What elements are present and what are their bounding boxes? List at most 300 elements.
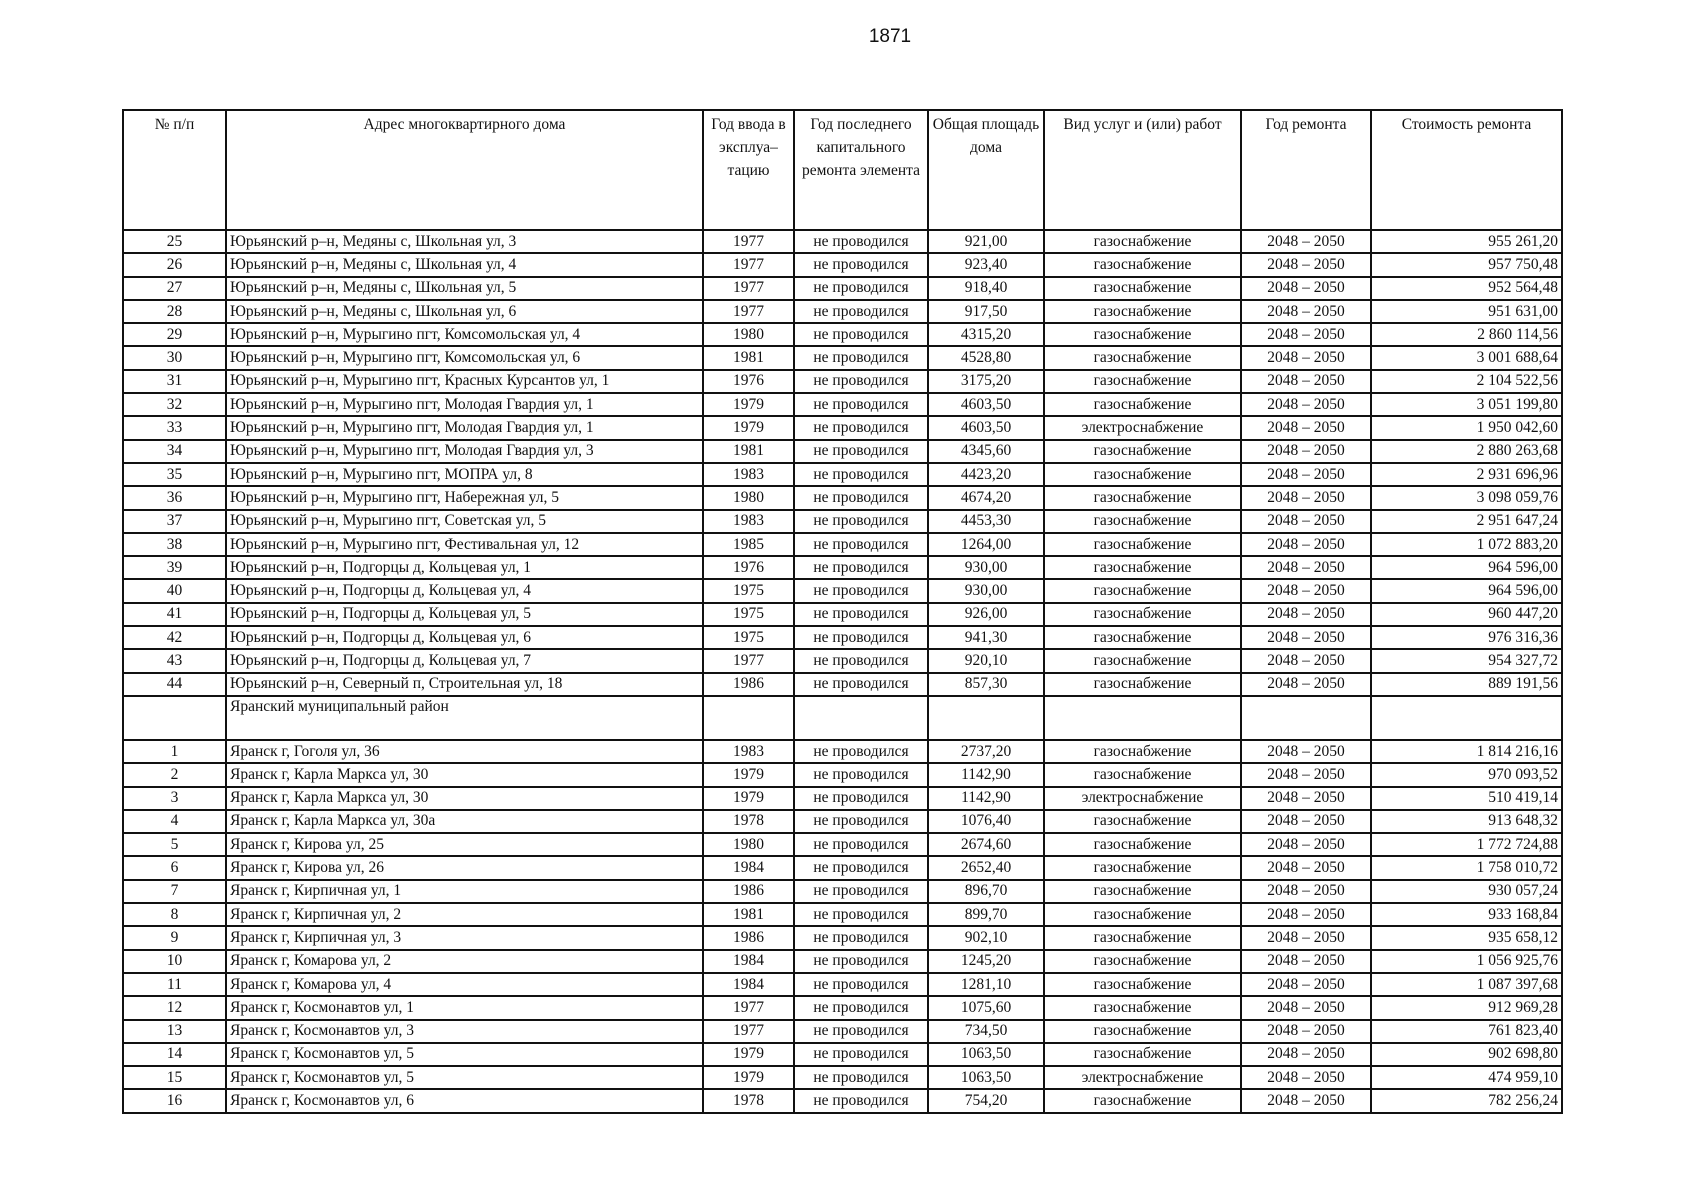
table-row: [123, 926, 1562, 949]
row-year-built: 1980: [703, 323, 794, 346]
row-number: 9: [123, 926, 226, 949]
table-row: [123, 370, 1562, 393]
row-last-repair: не проводился: [794, 649, 928, 672]
row-number: 1: [123, 740, 226, 763]
header-cost: Стоимость ремонта: [1371, 110, 1562, 230]
row-repair-years: 2048 – 2050: [1241, 926, 1371, 949]
row-address: Юрьянский р–н, Подгорцы д, Кольцевая ул, 7: [226, 649, 703, 672]
row-last-repair: не проводился: [794, 626, 928, 649]
header-year-built: Год ввода в эксплуа–тацию: [703, 110, 794, 230]
row-cost: 2 860 114,56: [1371, 323, 1562, 346]
header-service: Вид услуг и (или) работ: [1044, 110, 1241, 230]
row-area: 1063,50: [928, 1066, 1044, 1089]
row-number: 42: [123, 626, 226, 649]
row-repair-years: 2048 – 2050: [1241, 626, 1371, 649]
row-repair-years: 2048 – 2050: [1241, 950, 1371, 973]
table-row: [123, 649, 1562, 672]
section-title: Яранский муниципальный район: [226, 696, 703, 740]
row-repair-years: 2048 – 2050: [1241, 649, 1371, 672]
section-empty-cell: [928, 696, 1044, 740]
table-row: [123, 277, 1562, 300]
row-address: Юрьянский р–н, Мурыгино пгт, Набережная ул, 5: [226, 486, 703, 509]
row-repair-years: 2048 – 2050: [1241, 1066, 1371, 1089]
row-last-repair: не проводился: [794, 603, 928, 626]
row-area: 930,00: [928, 579, 1044, 602]
row-year-built: 1979: [703, 393, 794, 416]
row-last-repair: не проводился: [794, 463, 928, 486]
table-row: [123, 880, 1562, 903]
row-address: Юрьянский р–н, Подгорцы д, Кольцевая ул, 6: [226, 626, 703, 649]
row-address: Юрьянский р–н, Подгорцы д, Кольцевая ул, 5: [226, 603, 703, 626]
table-row: [123, 323, 1562, 346]
row-address: Яранск г, Космонавтов ул, 1: [226, 996, 703, 1019]
row-service: электроснабжение: [1044, 416, 1241, 439]
row-repair-years: 2048 – 2050: [1241, 1043, 1371, 1066]
row-area: 2674,60: [928, 833, 1044, 856]
row-last-repair: не проводился: [794, 370, 928, 393]
row-year-built: 1979: [703, 416, 794, 439]
row-number: 29: [123, 323, 226, 346]
row-cost: 3 098 059,76: [1371, 486, 1562, 509]
section-empty-cell: [703, 696, 794, 740]
row-address: Яранск г, Космонавтов ул, 5: [226, 1066, 703, 1089]
row-number: 36: [123, 486, 226, 509]
row-year-built: 1981: [703, 440, 794, 463]
row-service: газоснабжение: [1044, 556, 1241, 579]
row-area: 4674,20: [928, 486, 1044, 509]
table-row: [123, 440, 1562, 463]
row-address: Яранск г, Космонавтов ул, 5: [226, 1043, 703, 1066]
row-service: газоснабжение: [1044, 833, 1241, 856]
row-number: 41: [123, 603, 226, 626]
table-row: [123, 253, 1562, 276]
row-address: Юрьянский р–н, Подгорцы д, Кольцевая ул, 1: [226, 556, 703, 579]
row-number: 11: [123, 973, 226, 996]
row-cost: 889 191,56: [1371, 673, 1562, 696]
row-repair-years: 2048 – 2050: [1241, 856, 1371, 879]
row-number: 2: [123, 763, 226, 786]
row-service: газоснабжение: [1044, 880, 1241, 903]
row-year-built: 1975: [703, 579, 794, 602]
row-area: 1076,40: [928, 810, 1044, 833]
row-cost: 1 056 925,76: [1371, 950, 1562, 973]
row-number: 38: [123, 533, 226, 556]
row-cost: 913 648,32: [1371, 810, 1562, 833]
row-address: Юрьянский р–н, Медяны с, Школьная ул, 4: [226, 253, 703, 276]
row-number: 7: [123, 880, 226, 903]
row-service: газоснабжение: [1044, 1020, 1241, 1043]
table-row: [123, 833, 1562, 856]
row-number: 31: [123, 370, 226, 393]
row-year-built: 1979: [703, 763, 794, 786]
row-last-repair: не проводился: [794, 346, 928, 369]
row-cost: 1 950 042,60: [1371, 416, 1562, 439]
row-service: газоснабжение: [1044, 323, 1241, 346]
row-last-repair: не проводился: [794, 763, 928, 786]
row-last-repair: не проводился: [794, 926, 928, 949]
row-repair-years: 2048 – 2050: [1241, 880, 1371, 903]
table-row: [123, 346, 1562, 369]
header-address: Адрес многоквартирного дома: [226, 110, 703, 230]
row-year-built: 1977: [703, 253, 794, 276]
row-number: 5: [123, 833, 226, 856]
row-repair-years: 2048 – 2050: [1241, 510, 1371, 533]
row-address: Юрьянский р–н, Мурыгино пгт, Советская ул, 5: [226, 510, 703, 533]
row-repair-years: 2048 – 2050: [1241, 486, 1371, 509]
table-row: [123, 856, 1562, 879]
row-address: Юрьянский р–н, Мурыгино пгт, Комсомольская ул, 6: [226, 346, 703, 369]
row-last-repair: не проводился: [794, 833, 928, 856]
row-area: 1245,20: [928, 950, 1044, 973]
row-number: 10: [123, 950, 226, 973]
row-repair-years: 2048 – 2050: [1241, 556, 1371, 579]
row-service: газоснабжение: [1044, 926, 1241, 949]
table-row: [123, 903, 1562, 926]
row-address: Юрьянский р–н, Мурыгино пгт, Молодая Гвардия ул, 1: [226, 393, 703, 416]
row-repair-years: 2048 – 2050: [1241, 323, 1371, 346]
row-area: 920,10: [928, 649, 1044, 672]
table-row: [123, 950, 1562, 973]
row-last-repair: не проводился: [794, 856, 928, 879]
row-area: 941,30: [928, 626, 1044, 649]
row-repair-years: 2048 – 2050: [1241, 300, 1371, 323]
row-number: 25: [123, 230, 226, 253]
table-row: [123, 673, 1562, 696]
row-cost: 930 057,24: [1371, 880, 1562, 903]
row-last-repair: не проводился: [794, 950, 928, 973]
row-address: Яранск г, Космонавтов ул, 6: [226, 1089, 703, 1112]
table-row: [123, 416, 1562, 439]
row-service: газоснабжение: [1044, 230, 1241, 253]
row-last-repair: не проводился: [794, 1043, 928, 1066]
row-service: газоснабжение: [1044, 763, 1241, 786]
row-repair-years: 2048 – 2050: [1241, 346, 1371, 369]
row-repair-years: 2048 – 2050: [1241, 253, 1371, 276]
row-address: Яранск г, Кирова ул, 25: [226, 833, 703, 856]
row-number: 8: [123, 903, 226, 926]
row-year-built: 1979: [703, 1043, 794, 1066]
row-area: 4453,30: [928, 510, 1044, 533]
row-address: Яранск г, Комарова ул, 4: [226, 973, 703, 996]
row-last-repair: не проводился: [794, 300, 928, 323]
row-service: газоснабжение: [1044, 393, 1241, 416]
table-row: [123, 626, 1562, 649]
row-year-built: 1980: [703, 833, 794, 856]
row-area: 2737,20: [928, 740, 1044, 763]
row-year-built: 1986: [703, 926, 794, 949]
row-year-built: 1984: [703, 973, 794, 996]
row-service: газоснабжение: [1044, 1043, 1241, 1066]
row-number: 13: [123, 1020, 226, 1043]
row-repair-years: 2048 – 2050: [1241, 277, 1371, 300]
table-row: [123, 486, 1562, 509]
row-area: 1063,50: [928, 1043, 1044, 1066]
row-service: газоснабжение: [1044, 253, 1241, 276]
row-repair-years: 2048 – 2050: [1241, 1089, 1371, 1112]
row-repair-years: 2048 – 2050: [1241, 416, 1371, 439]
row-area: 902,10: [928, 926, 1044, 949]
row-address: Яранск г, Космонавтов ул, 3: [226, 1020, 703, 1043]
row-area: 734,50: [928, 1020, 1044, 1043]
row-number: 26: [123, 253, 226, 276]
table-row: [123, 810, 1562, 833]
row-address: Юрьянский р–н, Мурыгино пгт, МОПРА ул, 8: [226, 463, 703, 486]
row-number: 34: [123, 440, 226, 463]
row-cost: 2 880 263,68: [1371, 440, 1562, 463]
row-year-built: 1986: [703, 880, 794, 903]
row-last-repair: не проводился: [794, 787, 928, 810]
row-area: 4315,20: [928, 323, 1044, 346]
row-repair-years: 2048 – 2050: [1241, 903, 1371, 926]
section-empty-cell: [794, 696, 928, 740]
row-repair-years: 2048 – 2050: [1241, 763, 1371, 786]
row-number: 43: [123, 649, 226, 672]
row-service: газоснабжение: [1044, 810, 1241, 833]
row-address: Юрьянский р–н, Мурыгино пгт, Фестивальная ул, 12: [226, 533, 703, 556]
row-last-repair: не проводился: [794, 973, 928, 996]
row-number: 14: [123, 1043, 226, 1066]
row-year-built: 1977: [703, 996, 794, 1019]
row-area: 1075,60: [928, 996, 1044, 1019]
section-empty-cell: [1044, 696, 1241, 740]
row-year-built: 1977: [703, 230, 794, 253]
row-year-built: 1976: [703, 370, 794, 393]
row-year-built: 1981: [703, 903, 794, 926]
row-year-built: 1978: [703, 810, 794, 833]
row-number: 12: [123, 996, 226, 1019]
row-last-repair: не проводился: [794, 393, 928, 416]
row-year-built: 1975: [703, 603, 794, 626]
row-cost: 952 564,48: [1371, 277, 1562, 300]
row-year-built: 1977: [703, 277, 794, 300]
table-header-row: [123, 110, 1562, 230]
row-cost: 2 104 522,56: [1371, 370, 1562, 393]
row-service: газоснабжение: [1044, 463, 1241, 486]
row-last-repair: не проводился: [794, 880, 928, 903]
row-cost: 960 447,20: [1371, 603, 1562, 626]
row-area: 923,40: [928, 253, 1044, 276]
table-body: [123, 230, 1562, 1113]
row-number: 6: [123, 856, 226, 879]
row-last-repair: не проводился: [794, 486, 928, 509]
row-address: Юрьянский р–н, Медяны с, Школьная ул, 6: [226, 300, 703, 323]
row-area: 917,50: [928, 300, 1044, 323]
row-address: Юрьянский р–н, Мурыгино пгт, Молодая Гвардия ул, 1: [226, 416, 703, 439]
header-number: № п/п: [123, 110, 226, 230]
table-row: [123, 463, 1562, 486]
row-cost: 510 419,14: [1371, 787, 1562, 810]
table-row: [123, 579, 1562, 602]
row-cost: 3 051 199,80: [1371, 393, 1562, 416]
row-service: газоснабжение: [1044, 740, 1241, 763]
row-year-built: 1985: [703, 533, 794, 556]
row-number: 39: [123, 556, 226, 579]
row-address: Яранск г, Карла Маркса ул, 30: [226, 763, 703, 786]
row-cost: 2 951 647,24: [1371, 510, 1562, 533]
row-repair-years: 2048 – 2050: [1241, 673, 1371, 696]
row-cost: 3 001 688,64: [1371, 346, 1562, 369]
row-last-repair: не проводился: [794, 673, 928, 696]
row-service: газоснабжение: [1044, 533, 1241, 556]
row-area: 3175,20: [928, 370, 1044, 393]
row-address: Юрьянский р–н, Подгорцы д, Кольцевая ул, 4: [226, 579, 703, 602]
row-cost: 1 814 216,16: [1371, 740, 1562, 763]
row-repair-years: 2048 – 2050: [1241, 440, 1371, 463]
table-row: [123, 393, 1562, 416]
row-cost: 957 750,48: [1371, 253, 1562, 276]
row-last-repair: не проводился: [794, 579, 928, 602]
row-repair-years: 2048 – 2050: [1241, 996, 1371, 1019]
row-service: газоснабжение: [1044, 649, 1241, 672]
row-last-repair: не проводился: [794, 996, 928, 1019]
row-service: газоснабжение: [1044, 626, 1241, 649]
row-address: Юрьянский р–н, Медяны с, Школьная ул, 5: [226, 277, 703, 300]
row-repair-years: 2048 – 2050: [1241, 810, 1371, 833]
row-cost: 1 758 010,72: [1371, 856, 1562, 879]
row-area: 899,70: [928, 903, 1044, 926]
row-number: 33: [123, 416, 226, 439]
row-area: 754,20: [928, 1089, 1044, 1112]
row-repair-years: 2048 – 2050: [1241, 230, 1371, 253]
row-last-repair: не проводился: [794, 1020, 928, 1043]
header-area: Общая площадь дома: [928, 110, 1044, 230]
row-number: 16: [123, 1089, 226, 1112]
row-cost: 2 931 696,96: [1371, 463, 1562, 486]
row-address: Юрьянский р–н, Мурыгино пгт, Красных Курсантов ул, 1: [226, 370, 703, 393]
table-row: [123, 556, 1562, 579]
row-number: 37: [123, 510, 226, 533]
row-year-built: 1984: [703, 950, 794, 973]
row-area: 921,00: [928, 230, 1044, 253]
row-service: газоснабжение: [1044, 673, 1241, 696]
row-year-built: 1977: [703, 1020, 794, 1043]
row-repair-years: 2048 – 2050: [1241, 833, 1371, 856]
row-last-repair: не проводился: [794, 810, 928, 833]
row-cost: 761 823,40: [1371, 1020, 1562, 1043]
header-last-repair: Год последнего капитального ремонта элемента: [794, 110, 928, 230]
row-cost: 1 072 883,20: [1371, 533, 1562, 556]
row-last-repair: не проводился: [794, 230, 928, 253]
row-area: 930,00: [928, 556, 1044, 579]
row-last-repair: не проводился: [794, 323, 928, 346]
table-row: [123, 603, 1562, 626]
table-row: [123, 300, 1562, 323]
row-service: газоснабжение: [1044, 346, 1241, 369]
row-number: 44: [123, 673, 226, 696]
row-number: 40: [123, 579, 226, 602]
row-last-repair: не проводился: [794, 556, 928, 579]
row-number: 27: [123, 277, 226, 300]
row-service: газоснабжение: [1044, 1089, 1241, 1112]
row-last-repair: не проводился: [794, 440, 928, 463]
row-area: 2652,40: [928, 856, 1044, 879]
row-service: газоснабжение: [1044, 903, 1241, 926]
section-empty-cell: [123, 696, 226, 740]
row-service: газоснабжение: [1044, 603, 1241, 626]
row-address: Юрьянский р–н, Мурыгино пгт, Молодая Гвардия ул, 3: [226, 440, 703, 463]
row-repair-years: 2048 – 2050: [1241, 603, 1371, 626]
row-year-built: 1978: [703, 1089, 794, 1112]
table-row: [123, 973, 1562, 996]
row-address: Яранск г, Кирпичная ул, 3: [226, 926, 703, 949]
row-address: Яранск г, Карла Маркса ул, 30а: [226, 810, 703, 833]
section-empty-cell: [1241, 696, 1371, 740]
row-area: 1281,10: [928, 973, 1044, 996]
table-row: [123, 533, 1562, 556]
row-year-built: 1976: [703, 556, 794, 579]
row-service: газоснабжение: [1044, 300, 1241, 323]
table-row: [123, 996, 1562, 1019]
row-service: газоснабжение: [1044, 856, 1241, 879]
row-year-built: 1981: [703, 346, 794, 369]
table-row: [123, 763, 1562, 786]
row-number: 3: [123, 787, 226, 810]
row-year-built: 1979: [703, 787, 794, 810]
row-year-built: 1983: [703, 510, 794, 533]
row-address: Яранск г, Кирпичная ул, 1: [226, 880, 703, 903]
row-area: 4345,60: [928, 440, 1044, 463]
row-area: 857,30: [928, 673, 1044, 696]
row-year-built: 1984: [703, 856, 794, 879]
row-area: 918,40: [928, 277, 1044, 300]
row-year-built: 1975: [703, 626, 794, 649]
repair-registry-table: [122, 109, 1563, 1114]
row-year-built: 1977: [703, 300, 794, 323]
row-last-repair: не проводился: [794, 1089, 928, 1112]
row-repair-years: 2048 – 2050: [1241, 740, 1371, 763]
row-service: газоснабжение: [1044, 370, 1241, 393]
row-address: Юрьянский р–н, Мурыгино пгт, Комсомольская ул, 4: [226, 323, 703, 346]
row-service: газоснабжение: [1044, 486, 1241, 509]
row-address: Яранск г, Кирова ул, 26: [226, 856, 703, 879]
row-cost: 782 256,24: [1371, 1089, 1562, 1112]
row-area: 4528,80: [928, 346, 1044, 369]
row-year-built: 1980: [703, 486, 794, 509]
row-cost: 964 596,00: [1371, 556, 1562, 579]
row-cost: 935 658,12: [1371, 926, 1562, 949]
row-address: Яранск г, Гоголя ул, 36: [226, 740, 703, 763]
row-address: Юрьянский р–н, Медяны с, Школьная ул, 3: [226, 230, 703, 253]
row-area: 4603,50: [928, 393, 1044, 416]
row-last-repair: не проводился: [794, 416, 928, 439]
row-number: 32: [123, 393, 226, 416]
row-service: газоснабжение: [1044, 510, 1241, 533]
row-last-repair: не проводился: [794, 903, 928, 926]
table-row: [123, 510, 1562, 533]
row-cost: 912 969,28: [1371, 996, 1562, 1019]
row-area: 1142,90: [928, 787, 1044, 810]
row-service: электроснабжение: [1044, 1066, 1241, 1089]
table-row: [123, 1043, 1562, 1066]
row-area: 896,70: [928, 880, 1044, 903]
row-year-built: 1983: [703, 463, 794, 486]
row-area: 4423,20: [928, 463, 1044, 486]
row-last-repair: не проводился: [794, 1066, 928, 1089]
row-service: газоснабжение: [1044, 996, 1241, 1019]
row-service: газоснабжение: [1044, 579, 1241, 602]
row-repair-years: 2048 – 2050: [1241, 1020, 1371, 1043]
row-repair-years: 2048 – 2050: [1241, 463, 1371, 486]
row-year-built: 1977: [703, 649, 794, 672]
row-number: 28: [123, 300, 226, 323]
row-cost: 1 087 397,68: [1371, 973, 1562, 996]
row-cost: 933 168,84: [1371, 903, 1562, 926]
row-repair-years: 2048 – 2050: [1241, 579, 1371, 602]
row-service: газоснабжение: [1044, 277, 1241, 300]
row-cost: 951 631,00: [1371, 300, 1562, 323]
row-repair-years: 2048 – 2050: [1241, 393, 1371, 416]
row-area: 1142,90: [928, 763, 1044, 786]
